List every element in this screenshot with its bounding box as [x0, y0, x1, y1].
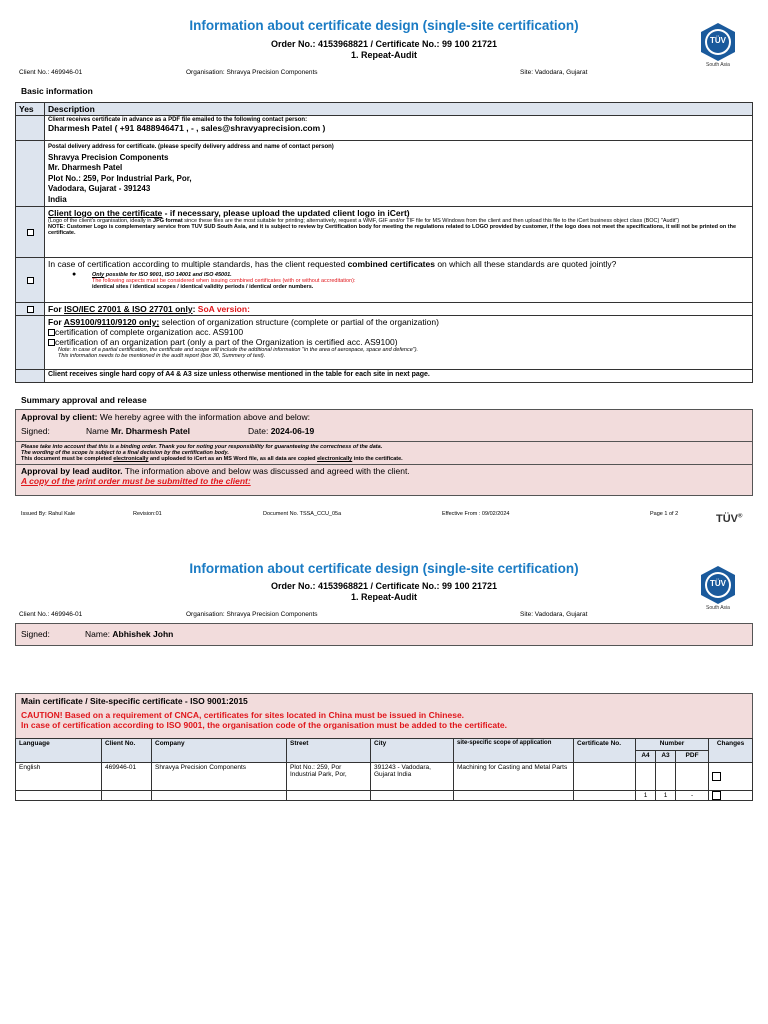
postal-line: Plot No.: 259, Por Industrial Park, Por, [48, 173, 192, 183]
footer-brand-reg: ® [738, 513, 743, 520]
basic-info-table [15, 102, 753, 383]
cell-empty [371, 791, 454, 801]
combined-text-a: In case of certification according to multiple standards, has the client requested [48, 259, 348, 269]
table-row [16, 763, 753, 791]
combined-b3: identical sites / identical scopes / identical validity periods / identical order numbers. [92, 284, 314, 290]
cell-empty [287, 791, 371, 801]
logo-caption: South Asia [706, 605, 730, 611]
scope-note: The wording of the scope is subject to a final decision by the certification body. [21, 450, 229, 456]
page-title: Information about certificate design (single-site certification) [189, 18, 579, 33]
approval-label: Approval by client: [21, 412, 98, 422]
order-line: Order No.: 4153968821 / Certificate No.: 99 100 21721 [270, 39, 498, 49]
combined-text-b: combined certificates [347, 259, 435, 269]
pdf-contact-row [45, 116, 753, 141]
cell-changes [709, 763, 753, 791]
page2-name: Abhishek John [112, 629, 174, 639]
logo-text: TÜV [710, 579, 726, 588]
as9100-opt1: certification of complete organization acc. AS9100 [55, 327, 244, 337]
basic-info-heading: Basic information [21, 86, 93, 96]
cell-pdf-count: - [676, 791, 709, 801]
document-no: Document No. TSSA_CCU_05a [263, 511, 342, 517]
col-description: Description [45, 103, 753, 116]
lead-text: The information above and below was discussed and agreed with the client. [122, 466, 410, 476]
organisation: Organisation: Shravya Precision Components [186, 69, 318, 76]
page2-signed-label: Signed: [21, 629, 50, 639]
logo-title-rest: - if necessary, please upload the updated client logo in iCert) [162, 208, 410, 218]
logo-text-c: since these files are the most suitable for printing; alternatively, request a WMF, GIF and/or TIF file for MS Windows from the client and then upload this file to the iCert business object class (BOC) "Audit") [182, 218, 680, 224]
postal-line: Vadodara, Gujarat - 391243 [48, 184, 151, 193]
main-cert-table [15, 738, 753, 801]
logo-text-a: (Logo of the client's organisation, ideally in [48, 218, 154, 224]
col-city: City [371, 739, 454, 763]
cell-empty [454, 791, 574, 801]
postal-row [45, 141, 753, 207]
site: Site: Vadodara, Gujarat [520, 69, 588, 76]
issued-by: Issued By: Rahul Kale [21, 511, 76, 517]
as9100-c: selection of organization structure (complete or partial of the organization) [159, 317, 439, 327]
soa-version: SoA version: [197, 304, 250, 314]
tuv-logo [696, 565, 740, 611]
as9100-complete-checkbox[interactable] [48, 329, 55, 336]
client-logo-row [45, 207, 753, 258]
cell-city: 391243 - Vadodara, Gujarat India [371, 763, 454, 791]
binding-note: Please take into account that this is a binding order. Thank you for noting your responsibility for guaranteeing the correctness of the data. [21, 444, 383, 450]
cell-client-no: 469946-01 [102, 763, 152, 791]
cell-empty [16, 791, 102, 801]
footer-brand-text: TÜV [716, 513, 738, 525]
as9100-b: AS9100/9110/9120 only; [63, 317, 160, 327]
electronic-c: and uploaded to iCert as an MS Word file, as all data are copied [148, 456, 318, 462]
col-language: Language [16, 739, 102, 763]
yes-cell [16, 370, 45, 383]
as9100-a: For [48, 317, 64, 327]
combined-cert-row [45, 258, 753, 303]
yes-cell [16, 258, 45, 303]
combined-text-c: on which all these standards are quoted jointly? [434, 259, 617, 269]
col-client-no: Client No. [102, 739, 152, 763]
logo-title: Client logo on the certificate [48, 208, 163, 218]
caution-org-code: In case of certification according to ISO 9001, the organisation code of the organisation must be added to the certificate. [21, 720, 508, 730]
logo-note: NOTE: Customer Logo is complementary service from TUV SUD South Asia, and it is subject to review by Certification body for meeting the regulations related to LOGO provided by customer, if the logo does not meet the specifications, it will not be printed on the certificate. [48, 224, 737, 236]
cell-empty [102, 791, 152, 801]
pdf-contact-note: Client receives certificate in advance as a PDF file emailed to the following contact person: [48, 117, 308, 123]
logo-checkbox[interactable] [27, 229, 34, 236]
name-label: Name [86, 426, 112, 436]
cell-street: Plot No.: 259, Por Industrial Park, Por, [287, 763, 371, 791]
col-scope: site-specific scope of application [454, 739, 574, 763]
hard-copy-row: Client receives single hard copy of A4 & A3 size unless otherwise mentioned in the table for each site in next page. [45, 370, 753, 383]
main-cert-title: Main certificate / Site-specific certificate - ISO 9001:2015 [21, 696, 248, 706]
page2-title: Information about certificate design (single-site certification) [189, 561, 579, 576]
cell-cert-no [574, 763, 636, 791]
cell-company: Shravya Precision Components [152, 763, 287, 791]
as9100-row [45, 316, 753, 370]
page2-order-line: Order No.: 4153968821 / Certificate No.: 99 100 21721 [270, 581, 498, 591]
changes-checkbox[interactable] [712, 772, 721, 781]
copy-note: A copy of the print order must be submitted to the client: [21, 476, 251, 486]
logo-text-b: JPG format [153, 218, 183, 224]
summary-heading: Summary approval and release [21, 395, 147, 405]
cell-pdf [676, 763, 709, 791]
cell-scope: Machining for Casting and Metal Parts [454, 763, 574, 791]
postal-line: India [48, 194, 67, 204]
logo-caption: South Asia [706, 62, 730, 68]
cell-a4-count: 1 [636, 791, 656, 801]
yes-cell [16, 207, 45, 258]
footer-brand [716, 513, 742, 525]
col-a4: A4 [636, 751, 656, 763]
yes-cell [16, 116, 45, 141]
signed-label: Signed: [21, 426, 50, 436]
iso27001-checkbox[interactable] [27, 306, 34, 313]
date-label: Date: [248, 426, 271, 436]
client-name: Mr. Dharmesh Patel [111, 426, 190, 436]
electronic-a: This document must be completed [21, 456, 114, 462]
combined-only: Only [92, 272, 105, 278]
bullet-icon: ● [72, 271, 77, 278]
cell-changes [709, 791, 753, 801]
col-a3: A3 [656, 751, 676, 763]
cell-a3 [656, 763, 676, 791]
pdf-contact: Dharmesh Patel ( +91 8488946471 , - , sales@shravyaprecision.com ) [48, 123, 326, 133]
effective-date: Effective From : 09/02/2024 [442, 511, 510, 517]
caution-china: CAUTION! Based on a requirement of CNCA, certificates for sites located in China must be issued in Chinese. [21, 710, 465, 720]
postal-line: Shravya Precision Components [48, 152, 169, 162]
electronic-e: into the certificate. [352, 456, 403, 462]
cell-a3-count: 1 [656, 791, 676, 801]
page2-audit-line: 1. Repeat-Audit [350, 592, 417, 602]
main-cert-box [15, 693, 753, 738]
page2-organisation: Organisation: Shravya Precision Components [186, 611, 318, 618]
revision: Revision:01 [133, 511, 162, 517]
as9100-note2: This information needs to be mentioned in the audit report (box 30, Summery of text). [58, 353, 266, 359]
logo-text: TÜV [710, 36, 726, 45]
combined-b2: The following aspects must be considered when issuing combined certificates (with or without accreditation): [92, 278, 356, 284]
electronic-d: electronically [317, 456, 353, 462]
cell-language: English [16, 763, 102, 791]
cell-empty [574, 791, 636, 801]
changes-checkbox[interactable] [712, 791, 721, 800]
as9100-note1: Note: in case of a partial certification, the certificate and scope will include the additional information "in the area of aerospace, space and defence"). [58, 347, 419, 353]
page-number: Page 1 of 2 [650, 511, 679, 517]
as9100-opt2: certification of an organization part (only a part of the Organization is certified acc. AS9100) [55, 337, 398, 347]
tuv-logo [696, 22, 740, 68]
col-pdf: PDF [676, 751, 709, 763]
iso27001-a: For [48, 304, 65, 314]
table-row [16, 791, 753, 801]
col-cert-no: Certificate No. [574, 739, 636, 763]
yes-cell [16, 303, 45, 316]
col-number: Number [636, 739, 709, 751]
client-no: Client No.: 469946-01 [19, 69, 83, 76]
postal-line: Mr. Dharmesh Patel [48, 163, 123, 172]
col-yes: Yes [16, 103, 45, 116]
col-company: Company [152, 739, 287, 763]
page2-site: Site: Vadodara, Gujarat [520, 611, 588, 618]
electronic-b: electronically [113, 456, 149, 462]
as9100-part-checkbox[interactable] [48, 339, 55, 346]
col-street: Street [287, 739, 371, 763]
cell-a4 [636, 763, 656, 791]
iso27001-row [45, 303, 753, 316]
iso27001-c: : [192, 304, 198, 314]
approval-box [15, 409, 753, 496]
iso27001-b: ISO/IEC 27001 & ISO 27701 only [64, 304, 193, 314]
cell-empty [152, 791, 287, 801]
lead-label: Approval by lead auditor. [21, 466, 123, 476]
approval-text: We hereby agree with the information above and below: [97, 412, 310, 422]
yes-cell [16, 141, 45, 207]
audit-line: 1. Repeat-Audit [350, 50, 417, 60]
postal-note: Postal delivery address for certificate. (please specify delivery address and name of contact person) [48, 144, 334, 150]
page2-signed-box [15, 623, 753, 646]
page2-name-label: Name: [85, 629, 113, 639]
combined-b1: possible for ISO 9001, ISO 14001 and ISO 45001. [104, 272, 232, 278]
combined-checkbox[interactable] [27, 277, 34, 284]
approval-date: 2024-06-19 [270, 426, 315, 436]
yes-cell [16, 316, 45, 370]
page2-client-no: Client No.: 469946-01 [19, 611, 83, 618]
col-changes: Changes [709, 739, 753, 763]
